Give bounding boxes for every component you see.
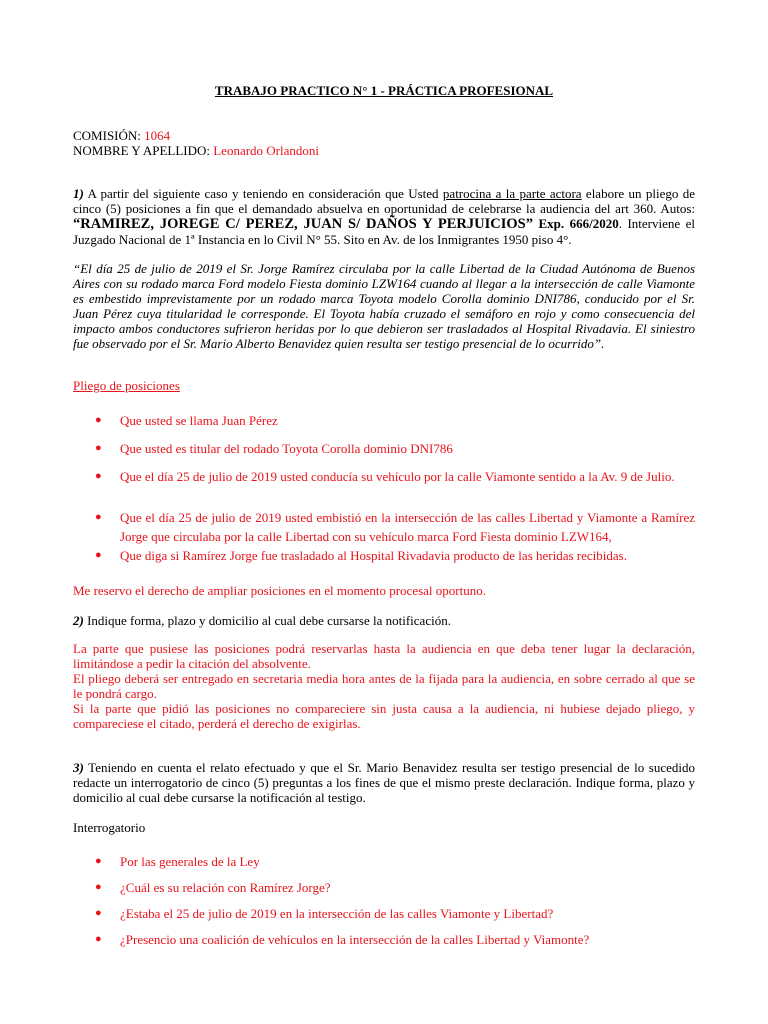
interrogatorio-item: ● ¿Presencio una coalición de vehículos en la intersección de la calles Libertad y Viamonte? [95,932,590,947]
question-1-number: 1) [73,186,84,201]
interrogatorio-item: ● Por las generales de la Ley [95,854,260,869]
answer-2-paragraph-3: Si la parte que pidió las posiciones no compareciere sin justa causa a la audiencia, ni hubiese dejado pliego, y compareciese el citado, perderá el derecho de exigirlas. [73,701,695,731]
case-narrative: “El día 25 de julio de 2019 el Sr. Jorge Ramírez circulaba por la calle Libertad de la Ciudad Autónoma de Buenos Aires con su rodado marca Ford modelo Fiesta dominio LZW164 cuando al llegar a la intersección de calle Viamonte es embestido imprevistamente por un rodado marca Toyota modelo Corolla dominio DNI786, conducido por el Sr. Juan Pérez cuya titularidad le corresponde. El Toyota había cruzado el semáforo en rojo y como consecuencia del impacto ambos conductores sufrieron heridas por lo que debieron ser trasladados al Hospital Rivadavia. El siniestro fue observado por el Sr. Mario Alberto Benavidez quien resulta ser testigo presencial de lo ocurrido”. [73,261,695,351]
nombre-value: Leonardo Orlandoni [213,143,320,158]
answer-2 [73,641,695,731]
nombre-label: NOMBRE Y APELLIDO: [73,143,210,158]
answer-2-paragraph-1: La parte que pusiese las posiciones podrá reservarlas hasta la audiencia en que deba tener lugar la declaración, limitándose a pedir la citación del absolvente. [73,641,695,671]
question-1-text-b: elabore un pliego de cinco (5) posiciones a fin que el demandado absuelva en oportunidad de celebrarse la audiencia del art 360. [73,186,695,216]
question-2-number: 2) [73,613,84,628]
bullet-icon: ● [95,511,102,523]
comision-line [73,128,695,143]
bullet-icon: ● [95,470,102,482]
bullet-icon: ● [95,907,102,919]
pliego-heading: Pliego de posiciones [73,378,180,393]
bullet-icon: ● [95,855,102,867]
question-3-text: Teniendo en cuenta el relato efectuado y que el Sr. Mario Benavidez resulta ser testigo presencial de lo sucedido redacte un interrogatorio de cinco (5) preguntas a los fines de que el mismo preste declaración. Indique forma, plazo y domicilio al cual debe cursarse la notificación al testigo. [73,760,695,805]
question-1-text-a: A partir del siguiente caso y teniendo en consideración que Usted [83,186,443,201]
question-3 [73,760,695,805]
interrogatorio-item: ● ¿Estaba el 25 de julio de 2019 en la intersección de las calles Viamonte y Libertad? [95,906,554,921]
pliego-item: ● Que el día 25 de julio de 2019 usted embistió en la intersección de las calles Libertad y Viamonte a Ramírez Jorge que circulaba por la calle Libertad con su vehículo marca Ford Fiesta dominio LZW164, [95,510,695,544]
autos-case: “RAMIREZ, JOREGE C/ PEREZ, JUAN S/ DAÑOS Y PERJUICIOS” [73,216,533,232]
bullet-icon: ● [95,549,102,561]
question-2-text: Indique forma, plazo y domicilio al cual debe cursarse la notificación. [83,613,451,628]
bullet-icon: ● [95,414,102,426]
interrogatorio-heading: Interrogatorio [73,820,146,835]
bullet-icon: ● [95,933,102,945]
question-1 [73,186,695,247]
pliego-item: ● Que usted es titular del rodado Toyota Corolla dominio DNI786 [95,441,453,456]
question-1-underlined: patrocina a la parte actora [442,186,582,201]
autos-tail: . Interviene el Juzgado Nacional de 1ª Instancia en lo Civil N° 55. Sito en Av. de los Inmigrantes 1950 piso 4°. [73,216,696,247]
question-2 [73,613,695,628]
question-3-number: 3) [73,760,84,775]
comision-label: COMISIÓN: [73,128,141,143]
pliego-item: ● Que el día 25 de julio de 2019 usted conducía su vehículo por la calle Viamonte sentido a la Av. 9 de Julio. [95,469,675,484]
nombre-line [73,143,695,158]
comision-value: 1064 [144,128,171,143]
autos-label: Autos: [660,201,695,216]
page-title: TRABAJO PRACTICO N° 1 - PRÁCTICA PROFESIONAL [214,83,554,98]
answer-2-paragraph-2: El pliego deberá ser entregado en secretaria media hora antes de la fijada para la audiencia, en sobre cerrado al que se le pondrá cargo. [73,671,695,701]
pliego-item: ● Que usted se llama Juan Pérez [95,413,278,428]
interrogatorio-item: ● ¿Cuál es su relación con Ramírez Jorge? [95,880,331,895]
autos-expediente: Exp. 666/2020 [532,216,619,231]
bullet-icon: ● [95,881,102,893]
pliego-item: ● Que diga si Ramírez Jorge fue trasladado al Hospital Rivadavia producto de las heridas recibidas. [95,548,627,563]
bullet-icon: ● [95,442,102,454]
reserva-text: Me reservo el derecho de ampliar posiciones en el momento procesal oportuno. [73,583,486,598]
